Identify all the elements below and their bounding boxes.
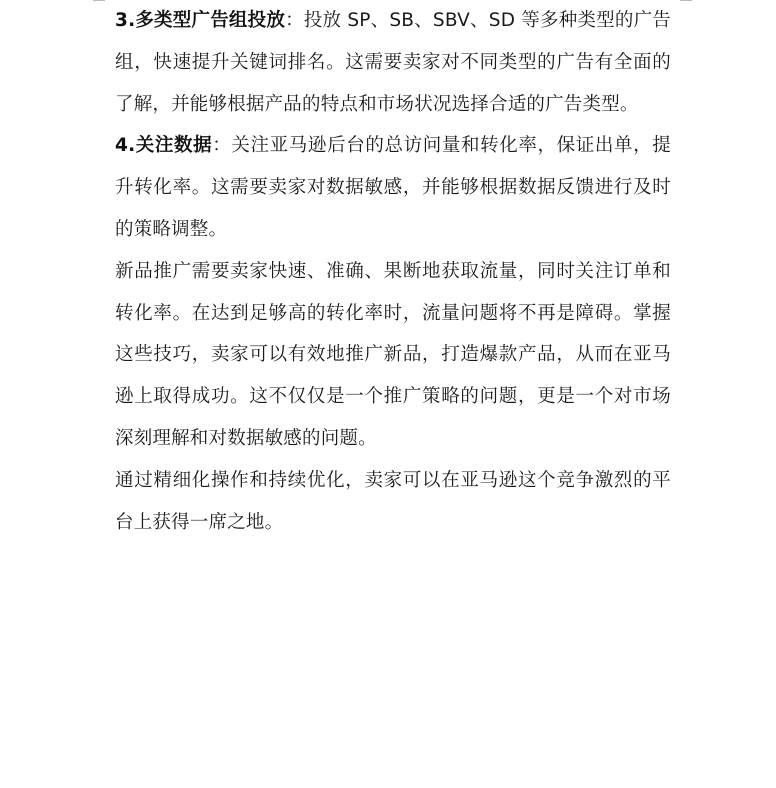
- page-corner-mark-right: [680, 0, 692, 1]
- paragraph-ad-group-strategy: [115, 0, 671, 125]
- paragraph-new-product-promotion: [115, 251, 671, 460]
- paragraph-heading: 4.关注数据: [115, 135, 213, 157]
- paragraph-text: 投放 SP、SB、SBV、SD 等多种类型的广告组，快速提升关键词排名。这需要卖家对不同类型的广告有全面的了解，并能够根据产品的特点和市场状况选择合适的广告类型。: [115, 10, 671, 115]
- document-body: [115, 0, 671, 543]
- paragraph-conclusion: [115, 460, 671, 544]
- heading-separator: ：: [285, 10, 304, 31]
- paragraph-text: 关注亚马逊后台的总访问量和转化率，保证出单，提升转化率。这需要卖家对数据敏感，并能够根据数据反馈进行及时的策略调整。: [115, 135, 671, 240]
- paragraph-text: 新品推广需要卖家快速、准确、果断地获取流量，同时关注订单和转化率。在达到足够高的转化率时，流量问题将不再是障碍。掌握这些技巧，卖家可以有效地推广新品，打造爆款产品，从而在亚马逊上取得成功。这不仅仅是一个推广策略的问题，更是一个对市场深刻理解和对数据敏感的问题。: [115, 260, 671, 449]
- paragraph-text: 通过精细化操作和持续优化，卖家可以在亚马逊这个竞争激烈的平台上获得一席之地。: [115, 469, 671, 533]
- page-corner-mark-left: [93, 0, 105, 1]
- paragraph-focus-data: [115, 125, 671, 250]
- paragraph-heading: 3.多类型广告组投放: [115, 10, 286, 31]
- heading-separator: ：: [212, 135, 232, 157]
